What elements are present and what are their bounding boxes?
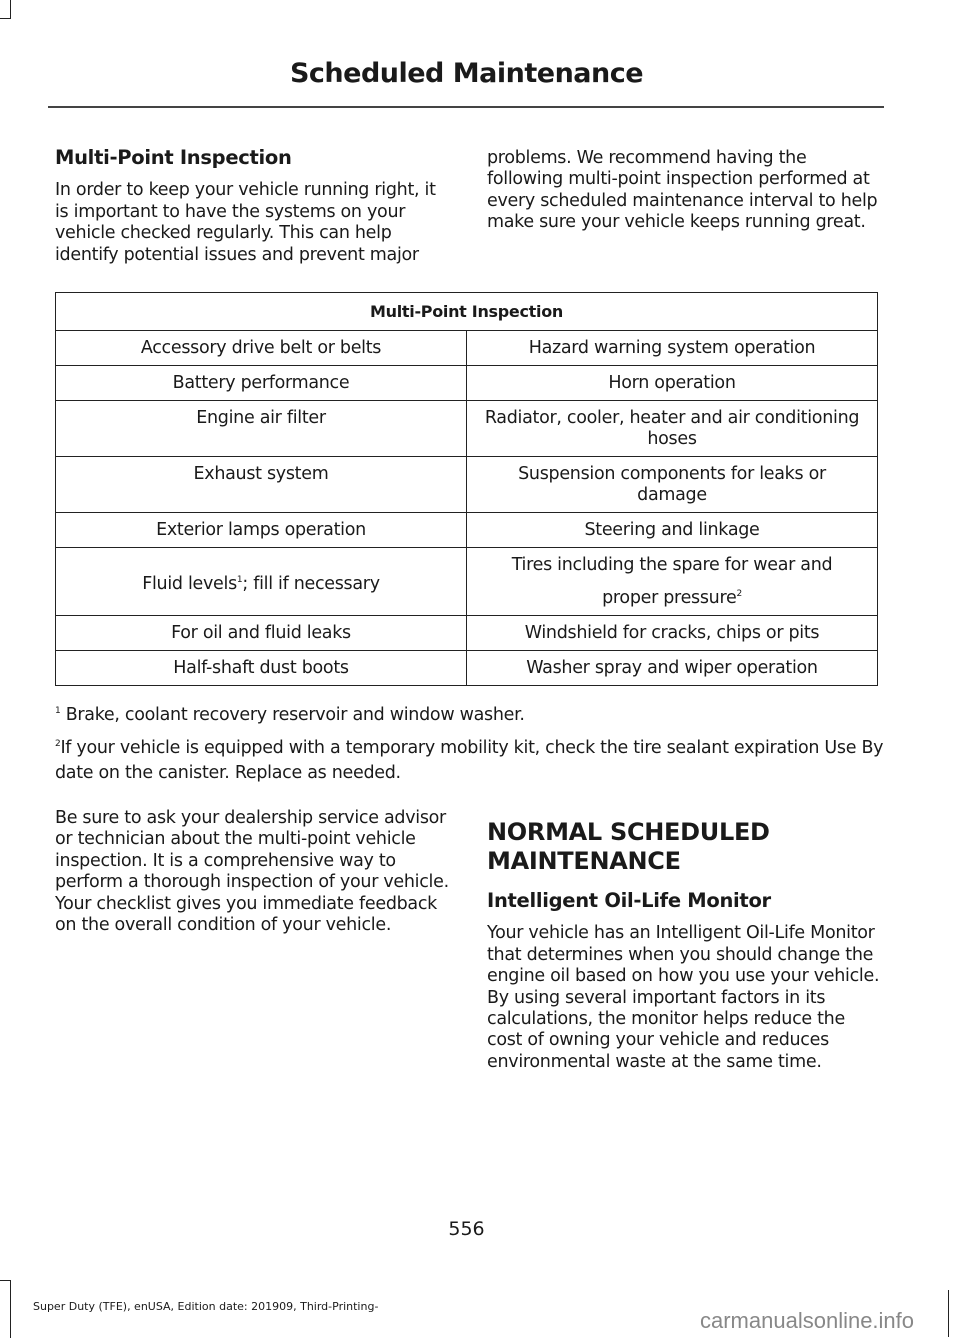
section-heading: Multi-Point Inspection <box>55 146 292 169</box>
table-title: Multi-Point Inspection <box>56 293 878 331</box>
table-cell: Horn operation <box>467 366 878 401</box>
intro-left <box>55 147 450 266</box>
table-cell: Steering and linkage <box>467 513 878 548</box>
table-cell: Radiator, cooler, heater and air conditioning hoses <box>467 401 878 457</box>
table-cell: For oil and fluid leaks <box>56 615 467 650</box>
subsection-heading: Intelligent Oil-Life Monitor <box>487 889 771 912</box>
oil-monitor-text: Your vehicle has an Intelligent Oil-Life Monitor that determines when you should change the engine oil based on how you use your vehicle. By using several important factors in its calculations, the monitor helps reduce the cost of owning your vehicle and reduces environmental waste at the same time. <box>487 923 880 1072</box>
header-divider <box>48 106 884 108</box>
footnote-1 <box>55 699 885 728</box>
table-cell: Hazard warning system operation <box>467 331 878 366</box>
table-row <box>56 650 878 685</box>
table-cell <box>467 548 878 616</box>
footnote-ref: 1 <box>236 574 243 585</box>
table-row <box>56 401 878 457</box>
footnote-2 <box>55 732 885 786</box>
intro-text-right: problems. We recommend having the following multi-point inspection performed at every scheduled maintenance interval to help make sure your vehicle keeps running great. <box>487 148 878 233</box>
inspection-table <box>55 292 878 686</box>
table-row <box>56 615 878 650</box>
table-row <box>56 331 878 366</box>
advice-column <box>55 808 450 936</box>
intro-text-left: In order to keep your vehicle running right, it is important to have the systems on your vehicle checked regularly. This can help identify potential issues and prevent major <box>55 180 436 265</box>
table-cell: Battery performance <box>56 366 467 401</box>
table-row <box>56 513 878 548</box>
table-cell: Engine air filter <box>56 401 467 457</box>
table-cell: Suspension components for leaks or damage <box>467 457 878 513</box>
footnote-ref: 2 <box>736 589 742 599</box>
footnote-mark: 1 <box>55 706 61 716</box>
advice-text: Be sure to ask your dealership service advisor or technician about the multi-point vehicle inspection. It is a comprehensive way to perform a thorough inspection of your vehicle. Your checklist gives you immediate feedback on the overall condition of your vehicle. <box>55 808 449 936</box>
crop-mark <box>948 1290 950 1337</box>
table-cell: Half-shaft dust boots <box>56 650 467 685</box>
crop-mark <box>0 1280 11 1338</box>
table-row <box>56 366 878 401</box>
table-cell: Accessory drive belt or belts <box>56 331 467 366</box>
cell-text: ; fill if necessary <box>242 573 380 594</box>
table-cell: Windshield for cracks, chips or pits <box>467 615 878 650</box>
table-row <box>56 548 878 616</box>
watermark: carmanualsonline.info <box>700 1308 915 1333</box>
table-cell: Exhaust system <box>56 457 467 513</box>
crop-mark <box>0 0 11 19</box>
table-cell: Exterior lamps operation <box>56 513 467 548</box>
cell-text: Tires including the spare for wear and <box>511 555 833 575</box>
normal-maintenance <box>487 818 882 1073</box>
footer-edition: Super Duty (TFE), enUSA, Edition date: 201909, Third-Printing- <box>33 1300 379 1313</box>
page-title: Scheduled Maintenance <box>289 58 644 89</box>
page-number: 556 <box>448 1218 485 1240</box>
table-row <box>56 457 878 513</box>
footnote-text: Brake, coolant recovery reservoir and window washer. <box>60 704 525 725</box>
intro-right <box>487 148 882 234</box>
cell-text: Fluid levels <box>142 573 237 594</box>
table-cell: Washer spray and wiper operation <box>467 650 878 685</box>
footnote-mark: 2 <box>55 739 61 749</box>
section-heading: NORMAL SCHEDULED MAINTENANCE <box>487 818 770 875</box>
footnote-text: If your vehicle is equipped with a temporary mobility kit, check the tire sealant expiration Use By date on the canister. Replace as needed. <box>55 737 884 783</box>
cell-text: proper pressure <box>602 587 737 608</box>
table-cell <box>56 548 467 616</box>
